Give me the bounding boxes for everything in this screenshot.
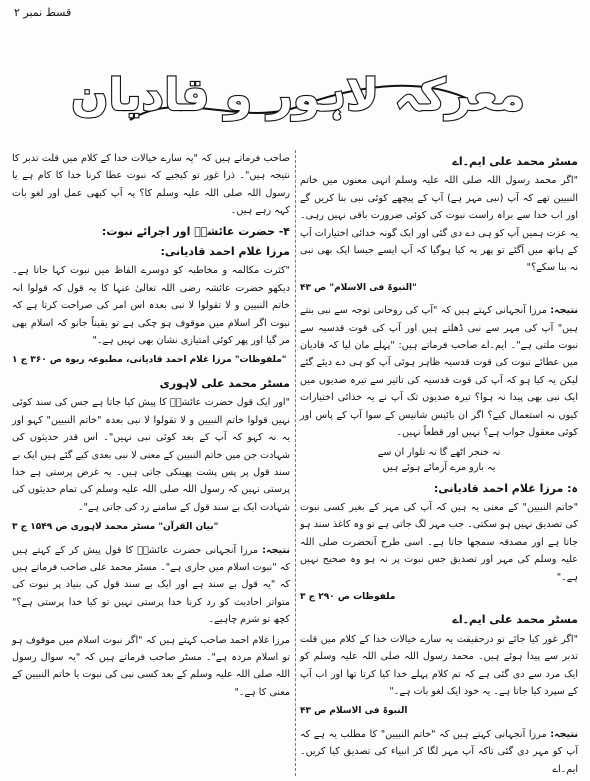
title-calligraphy (70, 58, 526, 136)
citation: "بیان القرآن" مسٹر محمد لاہوری ص ۱۵۴۹ ج ۳ (12, 522, 219, 533)
section-heading: مسٹر محمد علی لاہوری (159, 376, 290, 390)
title-text: معرکہ لاہور و قادیان (70, 70, 526, 121)
left-column (12, 150, 290, 778)
conclusion-paragraph (300, 302, 578, 441)
episode-number: قسط نمبر ۲ (14, 6, 72, 19)
quote-paragraph: "خاتم النبیین" کے معنی یہ ہیں کہ آپ کی مہر کے بغیر کسی نبوت کی تصدیق نہیں ہو سکتی۔ جب مہر لگ جاتی ہے تو وہ کاغذ سند ہو جاتا ہے اور مصدقہ سمجھا جاتا ہے۔ اسی طرح آنحضرت صلی اللہ علیہ وسلم کی مہر اور تصدیق جس نبوت پر نہ ہو وہ صحیح نہیں ہے۔" (300, 501, 578, 583)
conclusion-label: نتیجہ: (550, 305, 578, 317)
right-column (300, 150, 578, 778)
conclusion-text: مرزا آنجہانی کہتے ہیں کہ "خاتم النبیین" کا مطلب یہ ہے کہ آپ کو مہر دی گئی تاکہ آپ مہر لگا کر انبیاء کی تصدیق کیا کریں۔ ایم۔اے (300, 728, 578, 775)
body-paragraph: مرزا غلام احمد صاحب کہتے ہیں کہ "اگر نبوت اسلام میں موقوف ہو تو اسلام مردہ ہے"۔ مسٹر صاحب فرماتے ہیں کہ "یہ سوال رسول اللہ صلی اللہ علیہ وسلم کے بعد کسی نبی کی نبوت یا خاتم النبیین کے معنی کا ہے۔" (12, 634, 290, 698)
conclusion-text: مرزا آنجہانی کہتے ہیں کہ "آپ کی روحانی توجہ سے نبی بنتے ہیں" آپ کی مہر سے نبی ڈھلتے ہیں اور آپ کی قوت قدسیہ سے نبوت ملتی ہے"۔ ایم۔اے صاحب فرماتے ہیں: "پہلے مان لیا کہ قادیان میں عطائے نبوت کی قوت قدسیہ ظاہر ہوئی آپ کو ہی دے دیئے گئے لیکن یہ کیا ہو کہ آپ کی قوت قدسیہ کی تاثیر سے تیرہ صدیوں میں ایک نبی بھی پیدا نہ ہوا؟ تیرہ صدیوں تک آپ نے یہ خدائی اختیارات کیوں نہ استعمال کیے؟ اگر ان بائیس شانیس کے سوا آپ کے پاس اور کوئی معقول جواب ہے؟ نہیں اور قطعاً نہیں۔ (300, 305, 578, 439)
conclusion-paragraph (300, 726, 578, 778)
quote-paragraph: "اگر غور کیا جائے تو درحقیقت یہ سارے خیالات خدا کے کلام میں قلت تدبر سے پیدا ہوئے ہیں۔ محمد رسول اللہ صلی اللہ علیہ وسلم کو ایک مرد سے دی گئی ہے کہ تم کلام پہلے خدا کیا کرتا تھا اور اب آپ کے سپرد کیا جاتا ہے۔ یہ خود ایک لغو بات ہے۔" (300, 633, 578, 697)
continuation-paragraph: صاحب فرماتے ہیں کہ "یہ سارے خیالات خدا کے کلام میں قلت تدبر کا نتیجہ ہیں"۔ ذرا غور تو کیجیے کہ نبوت عطا کرنا خدا کا کام ہے یا رسول اللہ صلی اللہ علیہ وسلم کا؟ یہ آپ کبھی عمل اور لغو بات کہہ رہے ہیں۔ (12, 153, 290, 217)
article-title (70, 58, 526, 136)
poem-line-2: یہ بازو مرے آزمائے ہوئے ہیں (382, 461, 496, 473)
citation: النبوۃ فی الاسلام ص ۴۳ (300, 706, 408, 717)
section-heading: مسٹر محمد علی ایم۔اے (452, 155, 578, 168)
conclusion-label: نتیجہ: (550, 728, 578, 740)
conclusion-paragraph (12, 542, 290, 629)
citation: "النبوۃ فی الاسلام" ص ۴۳ (300, 282, 417, 293)
column-divider (295, 150, 296, 776)
poem-couplet (300, 445, 578, 475)
quote-paragraph: "اگر محمد رسول اللہ صلی اللہ علیہ وسلم انہی معنوں میں خاتم النبیین تھے کہ آپ (نبی مہر ہے) آپ کے پیچھے کوئی نبی بنا کریں گے اور اب خدا سے براہ راست نبوت کی کوئی ضرورت باقی نہیں رہی۔ یہ عزت ہمیں آپ کو ہی دے دی گئی اور ایک گونہ خدائی اختیارات آپ کے ہاتھ میں آگئے تو پھر یہ کیا ہوگیا کہ آپ ایسے جیسا ایک بھی نبی نہ بنا سکے؟" (300, 175, 578, 274)
section-heading: مرزا غلام احمد قادیانی: (160, 245, 290, 259)
section-heading: مسٹر محمد علی ایم۔اے (452, 613, 578, 627)
poem-line-1: نہ خنجر اٹھے گا نہ تلوار ان سے (377, 446, 501, 458)
section-heading: ہ: مرزا غلام احمد قادیانی: (433, 481, 578, 495)
conclusion-label: نتیجہ: (262, 544, 290, 556)
citation: "ملفوظات" مرزا غلام احمد قادیانی، مطبوعہ ربوہ ص ۳۶۰ ج ۱ (12, 355, 287, 366)
quote-paragraph: "اور ایک قول حضرت عائشہؓ کا پیش کیا جاتا ہے جس کی سند کوئی نہیں قولوا خاتم النبیین و لا تقولوا لا نبی بعدہ "خاتم النبیین" کہو اور یہ نہ کہو کہ آپ کے بعد کوئی نبی نہیں"۔ اس قدر حدیثوں کی شہادت جن میں خاتم النبیین کے معنی لا نبی بعدی کیے گئے ہیں ایک بے سند قول پر پس پشت پھینکی جاتی ہیں۔ یہ غرض پرستی ہے خدا پرستی نہیں کہ رسول اللہ صلی اللہ علیہ وسلم کی تمام حدیثوں کی شہادت ایک بے سند قول کے سامنے رد کی جاتی ہے"۔ (12, 397, 290, 513)
conclusion-text: مرزا آنجہانی حضرت عائشہؓ کا قول پیش کر کے کہتے ہیں کہ "نبوت اسلام میں جاری ہے"۔ مسٹر محمد علی صاحب فرماتے ہیں کہ "یہ قول بے سند ہے اور ایک بے سند قول کی بنیاد پر نبوت کی متواتر احادیث کو رد کرنا خدا پرستی نہیں تو کیا خدا پرستی ہے؟" کچھ تو شرم چاہیے۔ (12, 544, 290, 626)
quote-paragraph: "کثرت مکالمہ و مخاطبہ کو دوسرے الفاظ میں نبوت کہا جاتا ہے۔ دیکھو حضرت عائشہ رضی اللہ تعالیٰ عنہا کا یہ قول کہ قولوا انہ خاتم النبیین و لا تقولوا لا نبی بعدہ اس امر کی صراحت کرتا ہے کہ نبوت اگر اسلام میں موقوف ہو چکی ہے تو یقیناً جانو کہ اسلام بھی مر گیا اور پھر کوئی امتیازی نشان بھی نہیں ہے۔" (12, 265, 290, 347)
section-heading: ۴- حضرت عائشہؓ اور اجرائے نبوت: (101, 224, 290, 238)
citation: ملفوظات ص ۲۹۰ ج ۳ (300, 591, 396, 602)
